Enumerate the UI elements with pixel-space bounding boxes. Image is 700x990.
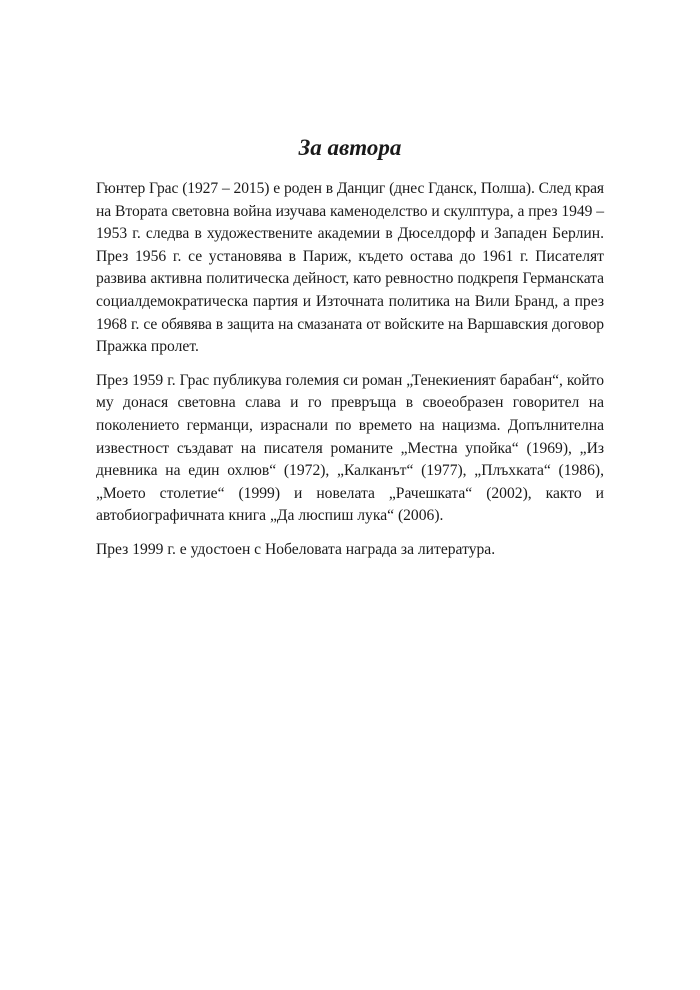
paragraph-nobel <box>96 539 604 562</box>
text-line: 1968 г. се обявява в защита на смазаната от войските на Варшавския договор <box>96 315 604 333</box>
text-line: Гюнтер Грас (1927 – 2015) е роден в Данциг (днес Гданск, Полша). След края <box>96 180 604 197</box>
text-line: му донася световна слава и го превръща в своеобразен говорител на <box>96 394 604 412</box>
text-line: развива активна политическа дейност, като ревностно подкрепя Германската <box>96 270 604 288</box>
text-line: 1953 г. следва в художествените академии в Дюселдорф и Западен Берлин. <box>96 225 604 243</box>
text-line: автобиографичната книга „Да люспиш лука“ (2006). <box>96 507 444 525</box>
text-line: социалдемократическа партия и Източната политика на Вили Бранд, а през <box>96 292 604 310</box>
text-line: известност създават на писателя романите „Местна упойка“ (1969), „Из <box>96 439 604 457</box>
text-line: поколението германци, израснали по времето на нацизма. Допълнителна <box>96 416 604 434</box>
text-line: дневника на един охлюв“ (1972), „Калканът“ (1977), „Плъхката“ (1986), <box>96 462 604 480</box>
paragraph-works <box>96 370 604 528</box>
text-line: „Моето столетие“ (1999) и новелата „Рачешката“ (2002), както и <box>96 484 604 502</box>
text-line: Пражка пролет. <box>96 338 199 356</box>
document-body <box>96 178 604 573</box>
text-line: на Втората световна война изучава каменоделство и скулптура, а през 1949 – <box>96 202 604 220</box>
text-line: През 1959 г. Грас публикува големия си роман „Тенекиеният барабан“, който <box>96 371 604 389</box>
text-line: През 1956 г. се установява в Париж, където остава до 1961 г. Писателят <box>96 247 604 265</box>
paragraph-biography <box>96 178 604 359</box>
page-title: За автора <box>298 135 402 160</box>
text-line: През 1999 г. е удостоен с Нобеловата награда за литература. <box>96 540 496 558</box>
